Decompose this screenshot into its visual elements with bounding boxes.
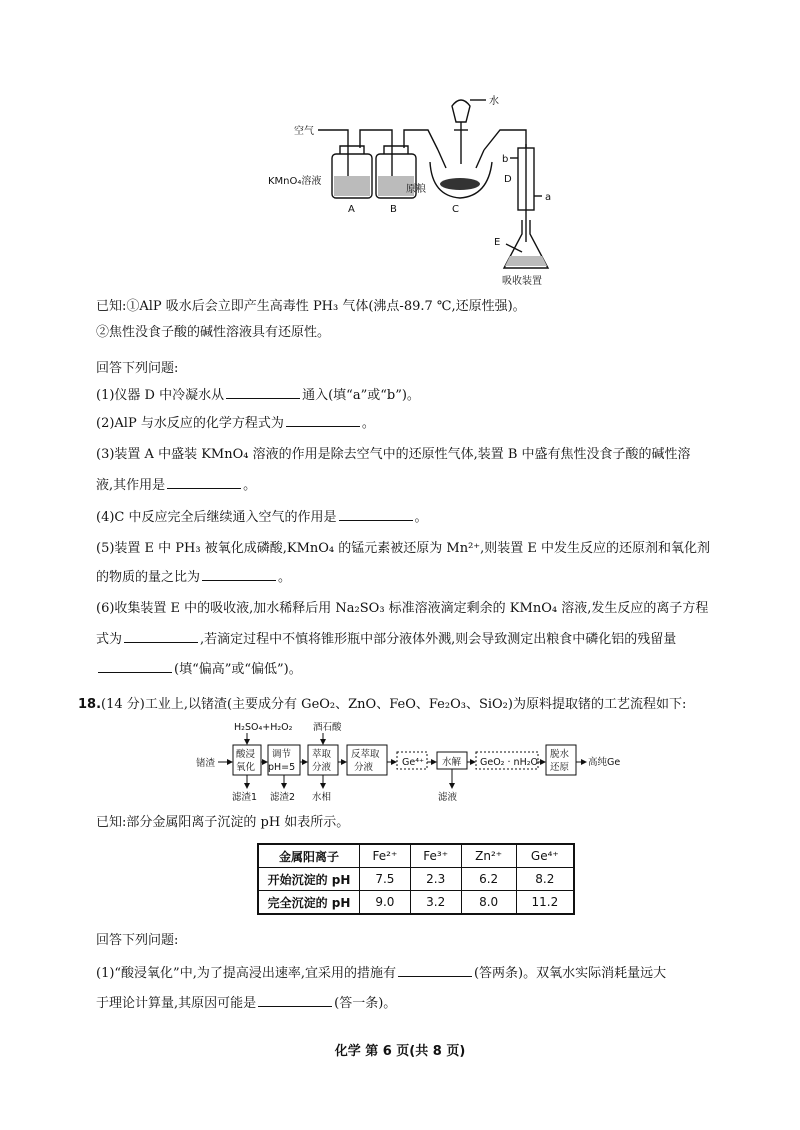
output-filtrate: 滤液 — [438, 792, 458, 803]
answer-prompt-18: 回答下列问题: — [96, 933, 179, 948]
table-cell: 2.3 — [410, 868, 461, 891]
q18-known: 已知:部分金属阳离子沉淀的 pH 如表所示。 — [96, 815, 350, 830]
answer-blank[interactable] — [339, 508, 413, 521]
step-hydrolysis: 水解 — [442, 757, 462, 768]
precipitation-ph-table — [257, 843, 575, 915]
step-adjust-ph: 调节 — [272, 749, 292, 760]
known-2: ②焦性没食子酸的碱性溶液具有还原性。 — [96, 325, 331, 340]
label-d: D — [504, 174, 512, 185]
step-back-extract: 反萃取 — [351, 749, 380, 760]
output-residue2: 滤渣2 — [270, 792, 296, 803]
table-cell: 11.2 — [516, 891, 574, 915]
q17-part6-line1: (6)收集装置 E 中的吸收液,加水稀释后用 Na₂SO₃ 标准溶液滴定剩余的 KMnO₄ 溶液,发生反应的离子方程 — [96, 601, 709, 616]
answer-blank[interactable] — [398, 964, 472, 977]
table-row — [258, 868, 574, 891]
table-cell: 6.2 — [461, 868, 516, 891]
apparatus-diagram — [260, 92, 570, 292]
table-cell: 9.0 — [360, 891, 411, 915]
label-e: E — [494, 237, 501, 248]
q18-part1-line2: 于理论计算量,其原因可能是 (答一条)。 — [96, 996, 397, 1011]
svg-text:分液: 分液 — [312, 762, 332, 773]
q17-part6-line3: (填“偏高”或“偏低”)。 — [96, 660, 302, 679]
svg-text:氧化: 氧化 — [236, 762, 256, 773]
answer-blank[interactable] — [167, 476, 241, 489]
question-number: 18. — [78, 697, 102, 712]
answer-blank[interactable] — [98, 660, 172, 673]
table-cell: 8.2 — [516, 868, 574, 891]
air-label: 空气 — [294, 126, 314, 137]
table-header: Fe³⁺ — [410, 844, 461, 868]
table-header: Fe²⁺ — [360, 844, 411, 868]
svg-text:还原: 还原 — [550, 762, 570, 773]
kmno4-liquid — [334, 176, 370, 196]
tube-b-c — [404, 130, 438, 150]
table-cell: 7.5 — [360, 868, 411, 891]
q17-part5-line1: (5)装置 E 中 PH₃ 被氧化成磷酸,KMnO₄ 的锰元素被还原为 Mn²⁺,则装置 E 中发生反应的还原剂和氧化剂 — [96, 541, 711, 556]
water-label: 水 — [489, 96, 499, 107]
q18-intro: 18.(14 分)工业上,以锗渣(主要成分有 GeO₂、ZnO、FeO、Fe₂O₃、SiO₂)为原料提取锗的工艺流程如下: — [78, 697, 687, 712]
answer-blank[interactable] — [286, 414, 360, 427]
ge-ion: Ge⁴⁺ — [402, 757, 425, 768]
q17-part4: (4)C 中反应完全后继续通入空气的作用是 。 — [96, 510, 428, 525]
q17-part3-line1: (3)装置 A 中盛装 KMnO₄ 溶液的作用是除去空气中的还原性气体,装置 B 中盛有焦性没食子酸的碱性溶 — [96, 447, 691, 462]
flow-start: 锗渣 — [196, 758, 216, 769]
output-aqueous: 水相 — [312, 792, 332, 803]
label-c: C — [452, 204, 459, 215]
table-row — [258, 891, 574, 915]
absorber-label: 吸收装置 — [502, 276, 542, 287]
q17-part3-line2: 液,其作用是 。 — [96, 478, 257, 493]
product: 高纯Ge — [588, 757, 621, 768]
q18-part1-line1: (1)“酸浸氧化”中,为了提高浸出速率,宜采用的措施有 (答两条)。双氧水实际消耗量远大 — [96, 966, 667, 981]
page-footer: 化学 第 6 页(共 8 页) — [334, 1044, 466, 1059]
svg-text:pH=5: pH=5 — [268, 762, 296, 773]
table-cell: 8.0 — [461, 891, 516, 915]
label-b: B — [390, 204, 397, 215]
output-residue1: 滤渣1 — [232, 792, 258, 803]
q17-part1: (1)仪器 D 中冷凝水从 通入(填“a”或“b”)。 — [96, 388, 420, 403]
label-a: A — [348, 204, 355, 215]
table-header: 金属阳离子 — [258, 844, 360, 868]
reagent-acid: H₂SO₄+H₂O₂ — [234, 722, 293, 733]
label-port-b: b — [502, 154, 509, 165]
dropping-funnel — [452, 100, 470, 122]
answer-blank[interactable] — [202, 568, 276, 581]
table-cell: 3.2 — [410, 891, 461, 915]
q17-part2: (2)AlP 与水反应的化学方程式为 。 — [96, 416, 375, 431]
table-cell: 完全沉淀的 pH — [258, 891, 360, 915]
q17-part6-line2: 式为 ,若滴定过程中不慎将锥形瓶中部分液体外溅,则会导致测定出粮食中磷化铝的残留量 — [96, 632, 677, 647]
grain-sample — [440, 178, 480, 190]
geo2-hydrate: GeO₂ · nH₂O — [480, 757, 539, 768]
table-header-row — [258, 844, 574, 868]
step-dehydrate: 脱水 — [550, 749, 570, 760]
answer-blank[interactable] — [226, 386, 300, 399]
air-inlet-tube — [318, 130, 348, 176]
answer-prompt-17: 回答下列问题: — [96, 361, 179, 376]
table-header: Ge⁴⁺ — [516, 844, 574, 868]
answer-blank[interactable] — [258, 994, 332, 1007]
step-acid-leach: 酸浸 — [236, 749, 256, 760]
table-header: Zn²⁺ — [461, 844, 516, 868]
grain-label: 原粮 — [406, 184, 426, 195]
step-extract: 萃取 — [312, 749, 332, 760]
answer-blank[interactable] — [124, 630, 198, 643]
known-1: 已知:①AlP 吸水后会立即产生高毒性 PH₃ 气体(沸点-89.7 ℃,还原性强)。 — [96, 299, 526, 314]
svg-text:分液: 分液 — [354, 762, 374, 773]
table-cell: 开始沉淀的 pH — [258, 868, 360, 891]
reagent-tartaric: 酒石酸 — [313, 722, 342, 733]
kmno4-label: KMnO₄溶液 — [268, 176, 322, 187]
tube-c-d — [484, 130, 526, 150]
label-port-a: a — [545, 192, 552, 203]
process-flow-diagram — [196, 718, 636, 806]
q17-part5-line2: 的物质的量之比为 。 — [96, 570, 292, 585]
